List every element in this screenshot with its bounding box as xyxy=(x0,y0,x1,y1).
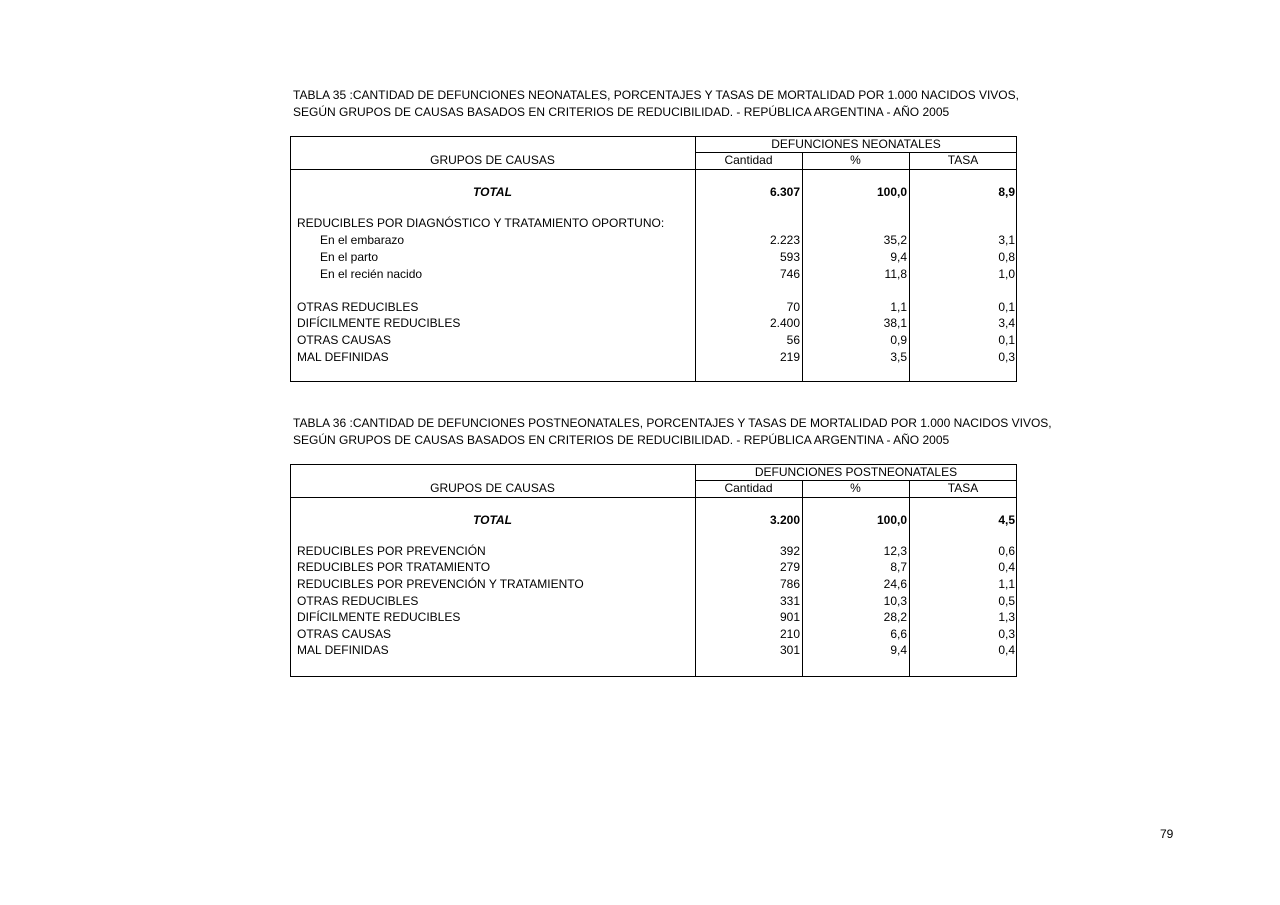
table35-row-label: En el parto xyxy=(320,250,379,264)
table35-row-tasa: 0,8 xyxy=(998,250,1015,264)
table35-title-line2: SEGÚN GRUPOS DE CAUSAS BASADOS EN CRITERIOS DE REDUCIBILIDAD. - REPÚBLICA ARGENTINA - AÑO 2005 xyxy=(293,105,950,119)
table36-row-label: DIFÍCILMENTE REDUCIBLES xyxy=(297,610,461,624)
table35-total-pct: 100,0 xyxy=(876,185,907,199)
table36-row-cantidad: 279 xyxy=(779,560,800,574)
table35-row-label: En el recién nacido xyxy=(320,267,423,281)
table36-row-cantidad: 301 xyxy=(779,643,800,657)
table36-row-pct: 8,7 xyxy=(890,560,907,574)
table35-col-cantidad: Cantidad xyxy=(724,153,773,167)
table36-total-tasa: 4,5 xyxy=(998,513,1015,527)
table35-total-label: TOTAL xyxy=(473,185,512,199)
table36-row-label: MAL DEFINIDAS xyxy=(297,643,389,657)
table36-group-header: DEFUNCIONES POSTNEONATALES xyxy=(754,465,958,479)
table35-title-line1: TABLA 35 :CANTIDAD DE DEFUNCIONES NEONATALES, PORCENTAJES Y TASAS DE MORTALIDAD POR 1.000 NACIDOS VIVOS, xyxy=(293,88,1019,102)
table35-row-label: OTRAS REDUCIBLES xyxy=(297,300,419,314)
table36-col-cantidad: Cantidad xyxy=(724,481,773,495)
table35-row-label: OTRAS CAUSAS xyxy=(297,333,392,347)
table35-row-pct: 11,8 xyxy=(884,267,907,281)
table35-title xyxy=(293,87,1019,121)
table35-row-cantidad: 56 xyxy=(786,333,800,347)
table36-title-line1: TABLA 36 :CANTIDAD DE DEFUNCIONES POSTNEONATALES, PORCENTAJES Y TASAS DE MORTALIDAD POR 1.000 NACIDOS VIVOS, xyxy=(293,416,1052,430)
table35-total-tasa: 8,9 xyxy=(998,185,1015,199)
table36-title-line2: SEGÚN GRUPOS DE CAUSAS BASADOS EN CRITERIOS DE REDUCIBILIDAD. - REPÚBLICA ARGENTINA - AÑO 2005 xyxy=(293,433,950,447)
table36-col-causes: GRUPOS DE CAUSAS xyxy=(430,481,555,495)
table35-row-tasa: 3,4 xyxy=(998,316,1015,330)
table35-row-tasa: 3,1 xyxy=(998,233,1015,247)
table35-header-bottom xyxy=(290,169,1017,170)
table35-row-tasa: 0,3 xyxy=(998,350,1015,364)
table36-row-label: REDUCIBLES POR PREVENCIÓN xyxy=(297,544,486,558)
table35-row-pct: 38,1 xyxy=(883,316,907,330)
table35 xyxy=(290,136,1017,382)
table36-row-cantidad: 331 xyxy=(779,594,800,608)
table36-total-cantidad: 3.200 xyxy=(769,513,800,527)
table36-row-pct: 12,3 xyxy=(883,544,907,558)
table36-row-pct: 28,2 xyxy=(883,610,907,624)
table36-row-pct: 6,6 xyxy=(890,627,907,641)
table36-col-pct: % xyxy=(850,481,861,495)
table35-row-cantidad: 70 xyxy=(786,300,800,314)
page-number: 79 xyxy=(1160,827,1174,841)
table36-row-tasa: 0,4 xyxy=(998,643,1015,657)
table36-row-tasa: 0,3 xyxy=(998,627,1015,641)
table36-row-tasa: 0,6 xyxy=(998,544,1015,558)
table35-row-label: En el embarazo xyxy=(320,233,405,247)
table35-row-label: MAL DEFINIDAS xyxy=(297,350,389,364)
table35-row-label: DIFÍCILMENTE REDUCIBLES xyxy=(297,316,461,330)
table36-row-label: OTRAS REDUCIBLES xyxy=(297,594,419,608)
table35-row-cantidad: 2.223 xyxy=(769,233,800,247)
table35-row-pct: 9,4 xyxy=(890,250,907,264)
table35-row-cantidad: 219 xyxy=(779,350,800,364)
table36-header-bottom xyxy=(290,497,1017,498)
table35-row-cantidad: 593 xyxy=(779,250,800,264)
table35-col-pct: % xyxy=(850,153,861,167)
table36-row-tasa: 1,1 xyxy=(998,577,1015,591)
table36-row-label: REDUCIBLES POR TRATAMIENTO xyxy=(297,560,491,574)
table35-row-tasa: 1,0 xyxy=(998,267,1015,281)
table36-row-pct: 24,6 xyxy=(883,577,907,591)
table36-row-cantidad: 901 xyxy=(779,610,800,624)
table35-row-pct: 0,9 xyxy=(890,333,907,347)
table36-row-tasa: 1,3 xyxy=(998,610,1015,624)
table35-col-tasa: TASA xyxy=(947,153,979,167)
table35-row-pct: 35,2 xyxy=(883,233,907,247)
table36-row-cantidad: 210 xyxy=(779,627,800,641)
table35-total-cantidad: 6.307 xyxy=(769,185,800,199)
table36-row-label: OTRAS CAUSAS xyxy=(297,627,392,641)
table36-row-label: REDUCIBLES POR PREVENCIÓN Y TRATAMIENTO xyxy=(297,577,584,591)
table35-row-tasa: 0,1 xyxy=(998,333,1015,347)
table35-row-tasa: 0,1 xyxy=(998,300,1015,314)
table36-total-label: TOTAL xyxy=(473,513,512,527)
table36-title xyxy=(293,415,1052,449)
table35-group-header: DEFUNCIONES NEONATALES xyxy=(771,137,941,151)
table35-row-pct: 3,5 xyxy=(890,350,907,364)
table35-section-label: REDUCIBLES POR DIAGNÓSTICO Y TRATAMIENTO OPORTUNO: xyxy=(297,216,665,230)
table35-row-pct: 1,1 xyxy=(890,300,907,314)
table36-row-cantidad: 786 xyxy=(779,577,800,591)
table35-row-cantidad: 2.400 xyxy=(769,316,800,330)
table35-col-causes: GRUPOS DE CAUSAS xyxy=(430,153,555,167)
table36-col-tasa: TASA xyxy=(947,481,979,495)
table36-row-pct: 10,3 xyxy=(883,594,907,608)
table36-row-cantidad: 392 xyxy=(779,544,800,558)
table36-row-tasa: 0,5 xyxy=(998,594,1015,608)
table36 xyxy=(290,464,1017,677)
table35-row-cantidad: 746 xyxy=(779,267,800,281)
table36-row-pct: 9,4 xyxy=(890,643,907,657)
table36-row-tasa: 0,4 xyxy=(998,560,1015,574)
table36-total-pct: 100,0 xyxy=(876,513,907,527)
